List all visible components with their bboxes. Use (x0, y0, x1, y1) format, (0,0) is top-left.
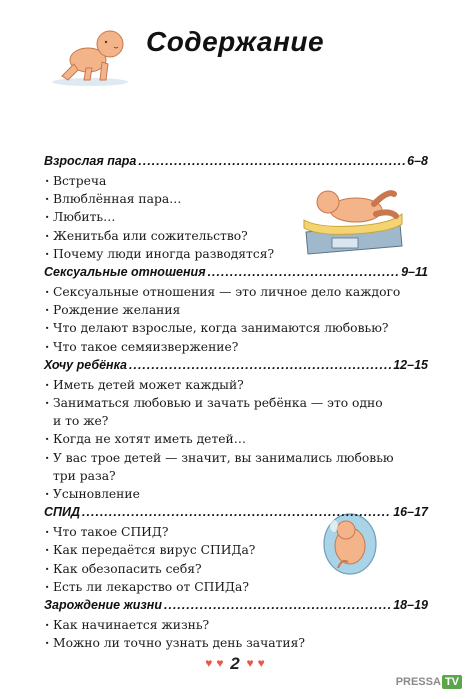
section-title: СПИД (44, 505, 81, 520)
toc-item: · Любить… (44, 208, 428, 226)
section-pages: 9–11 (401, 265, 428, 280)
watermark-text: PRESSA (395, 676, 441, 688)
toc-item: · Есть ли лекарство от СПИДа? (44, 578, 428, 596)
table-of-contents (44, 152, 428, 652)
toc-item: · Женитьба или сожительство? (44, 227, 428, 245)
section-pages: 12–15 (393, 357, 428, 372)
toc-item: · Что делают взрослые, когда занимаются любовью? (44, 319, 428, 337)
section-heading[interactable] (44, 598, 428, 616)
watermark (396, 675, 462, 689)
watermark-badge: TV (442, 675, 462, 689)
dot-leader (164, 598, 391, 612)
section-title: Взрослая пара (44, 154, 137, 168)
crawling-baby-illustration (44, 28, 134, 88)
heart-icon: ♥ (216, 656, 224, 670)
page-number: 2 (230, 654, 240, 673)
heart-icon: ♥ (205, 656, 213, 670)
toc-item: · Как обезопасить себя? (44, 560, 428, 578)
section-heading[interactable] (44, 265, 428, 283)
toc-item: · Рождение желания (44, 301, 428, 319)
toc-item: · Как передаётся вирус СПИДа? (44, 541, 428, 559)
section-title: Зарождение жизни (44, 598, 162, 613)
toc-item: · Как начинается жизнь? (44, 616, 428, 634)
toc-item: · Когда не хотят иметь детей… (44, 430, 428, 448)
toc-item: · Заниматься любовью и зачать ребёнка — это одно (44, 394, 428, 412)
section-heading[interactable] (44, 505, 428, 523)
toc-item: · Что такое СПИД? (44, 523, 428, 541)
toc-section (44, 358, 428, 503)
toc-item: · Можно ли точно узнать день зачатия? (44, 634, 428, 652)
toc-item-continuation: три раза? (53, 468, 116, 483)
toc-item: · Встреча (44, 172, 428, 190)
toc-section (44, 265, 428, 356)
toc-item: · Сексуальные отношения — это личное дело каждого (44, 283, 428, 301)
page-footer (0, 654, 470, 674)
section-title: Хочу ребёнка (44, 357, 128, 372)
toc-item-continuation: и то же? (53, 414, 109, 429)
dot-leader (129, 358, 391, 372)
toc-section (44, 505, 428, 596)
toc-item: · У вас трое детей — значит, вы занимались любовью (44, 449, 428, 467)
dot-leader (208, 265, 400, 279)
toc-item: · Усыновление (44, 485, 428, 503)
toc-item: · Влюблённая пара… (44, 190, 428, 208)
section-pages: 6–8 (407, 154, 428, 168)
toc-item: · Что такое семяизвержение? (44, 338, 428, 356)
toc-section (44, 598, 428, 652)
heart-icon: ♥ (257, 656, 265, 670)
section-pages: 16–17 (393, 505, 428, 520)
heart-icon: ♥ (246, 656, 254, 670)
toc-item: · Иметь детей может каждый? (44, 376, 428, 394)
dot-leader (138, 154, 405, 168)
toc-section (44, 154, 428, 263)
toc-item: · Почему люди иногда разводятся? (44, 245, 428, 263)
section-heading[interactable] (44, 154, 428, 172)
page-title: Содержание (145, 26, 325, 57)
section-title: Сексуальные отношения (44, 265, 206, 280)
section-pages: 18–19 (393, 598, 428, 613)
dot-leader (82, 505, 391, 519)
section-heading[interactable] (44, 358, 428, 376)
